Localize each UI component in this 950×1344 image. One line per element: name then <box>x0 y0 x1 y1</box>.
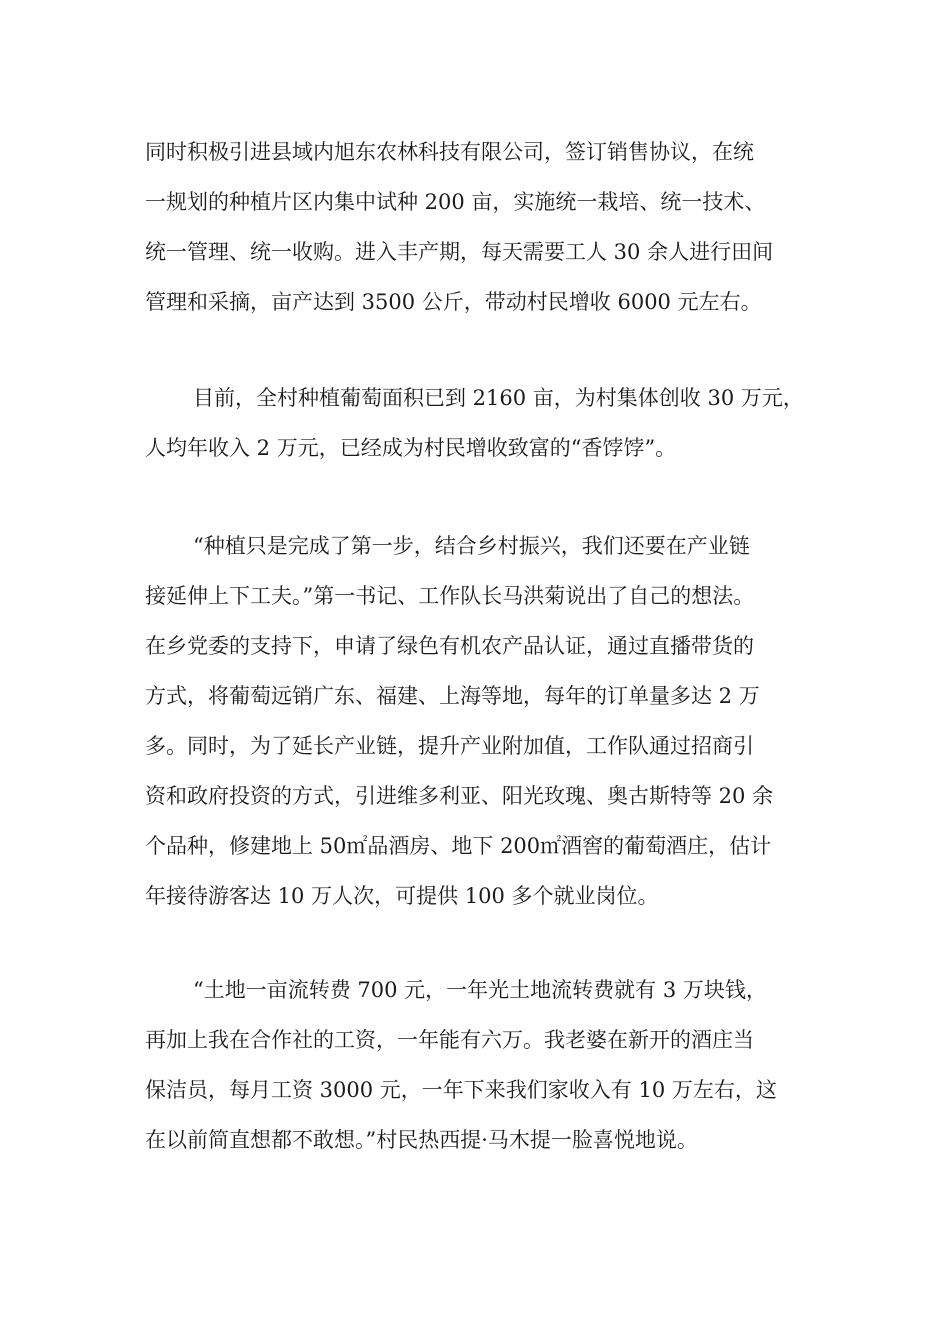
text-line: 统一管理、统一收购。进入丰产期，每天需要工人 30 余人进行田间 <box>145 240 774 264</box>
text-line: 同时积极引进县域内旭东农林科技有限公司，签订销售协议，在统 <box>145 140 754 164</box>
text-line: 多。同时，为了延长产业链，提升产业附加值，工作队通过招商引 <box>145 734 754 758</box>
text-line: 在以前简直想都不敢想。”村民热西提·马木提一脸喜悦地说。 <box>145 1128 698 1152</box>
text-line: “土地一亩流转费 700 元，一年光土地流转费就有 3 万块钱， <box>193 978 767 1002</box>
paragraph-villager-quote <box>145 965 815 1165</box>
text-line: 一规划的种植片区内集中试种 200 亩，实施统一栽培、统一技术、 <box>145 190 766 214</box>
text-line: 保洁员，每月工资 3000 元，一年下来我们家收入有 10 万左右，这 <box>145 1078 777 1102</box>
text-line: “种植只是完成了第一步，结合乡村振兴，我们还要在产业链 <box>193 534 750 558</box>
paragraph-cooperation <box>145 127 815 327</box>
text-line: 人均年收入 2 万元，已经成为村民增收致富的“香饽饽”。 <box>145 436 677 460</box>
text-line: 再加上我在合作社的工资，一年能有六万。我老婆在新开的酒庄当 <box>145 1028 754 1052</box>
text-line: 接延伸上下工夫。”第一书记、工作队长马洪菊说出了自己的想法。 <box>145 584 755 608</box>
text-line: 目前，全村种植葡萄面积已到 2160 亩，为村集体创收 30 万元， <box>193 386 804 410</box>
paragraph-village-income <box>145 373 815 473</box>
text-line: 管理和采摘，亩产达到 3500 公斤，带动村民增收 6000 元左右。 <box>145 290 762 314</box>
paragraph-industry-chain <box>145 521 815 921</box>
text-line: 方式，将葡萄远销广东、福建、上海等地，每年的订单量多达 2 万 <box>145 684 760 708</box>
text-line: 资和政府投资的方式，引进维多利亚、阳光玫瑰、奥古斯特等 20 余 <box>145 784 774 808</box>
text-line: 在乡党委的支持下，申请了绿色有机农产品认证，通过直播带货的 <box>145 634 754 658</box>
text-line: 个品种，修建地上 50㎡品酒房、地下 200㎡酒窖的葡萄酒庄，估计 <box>145 834 772 858</box>
text-line: 年接待游客达 10 万人次，可提供 100 多个就业岗位。 <box>145 884 659 908</box>
